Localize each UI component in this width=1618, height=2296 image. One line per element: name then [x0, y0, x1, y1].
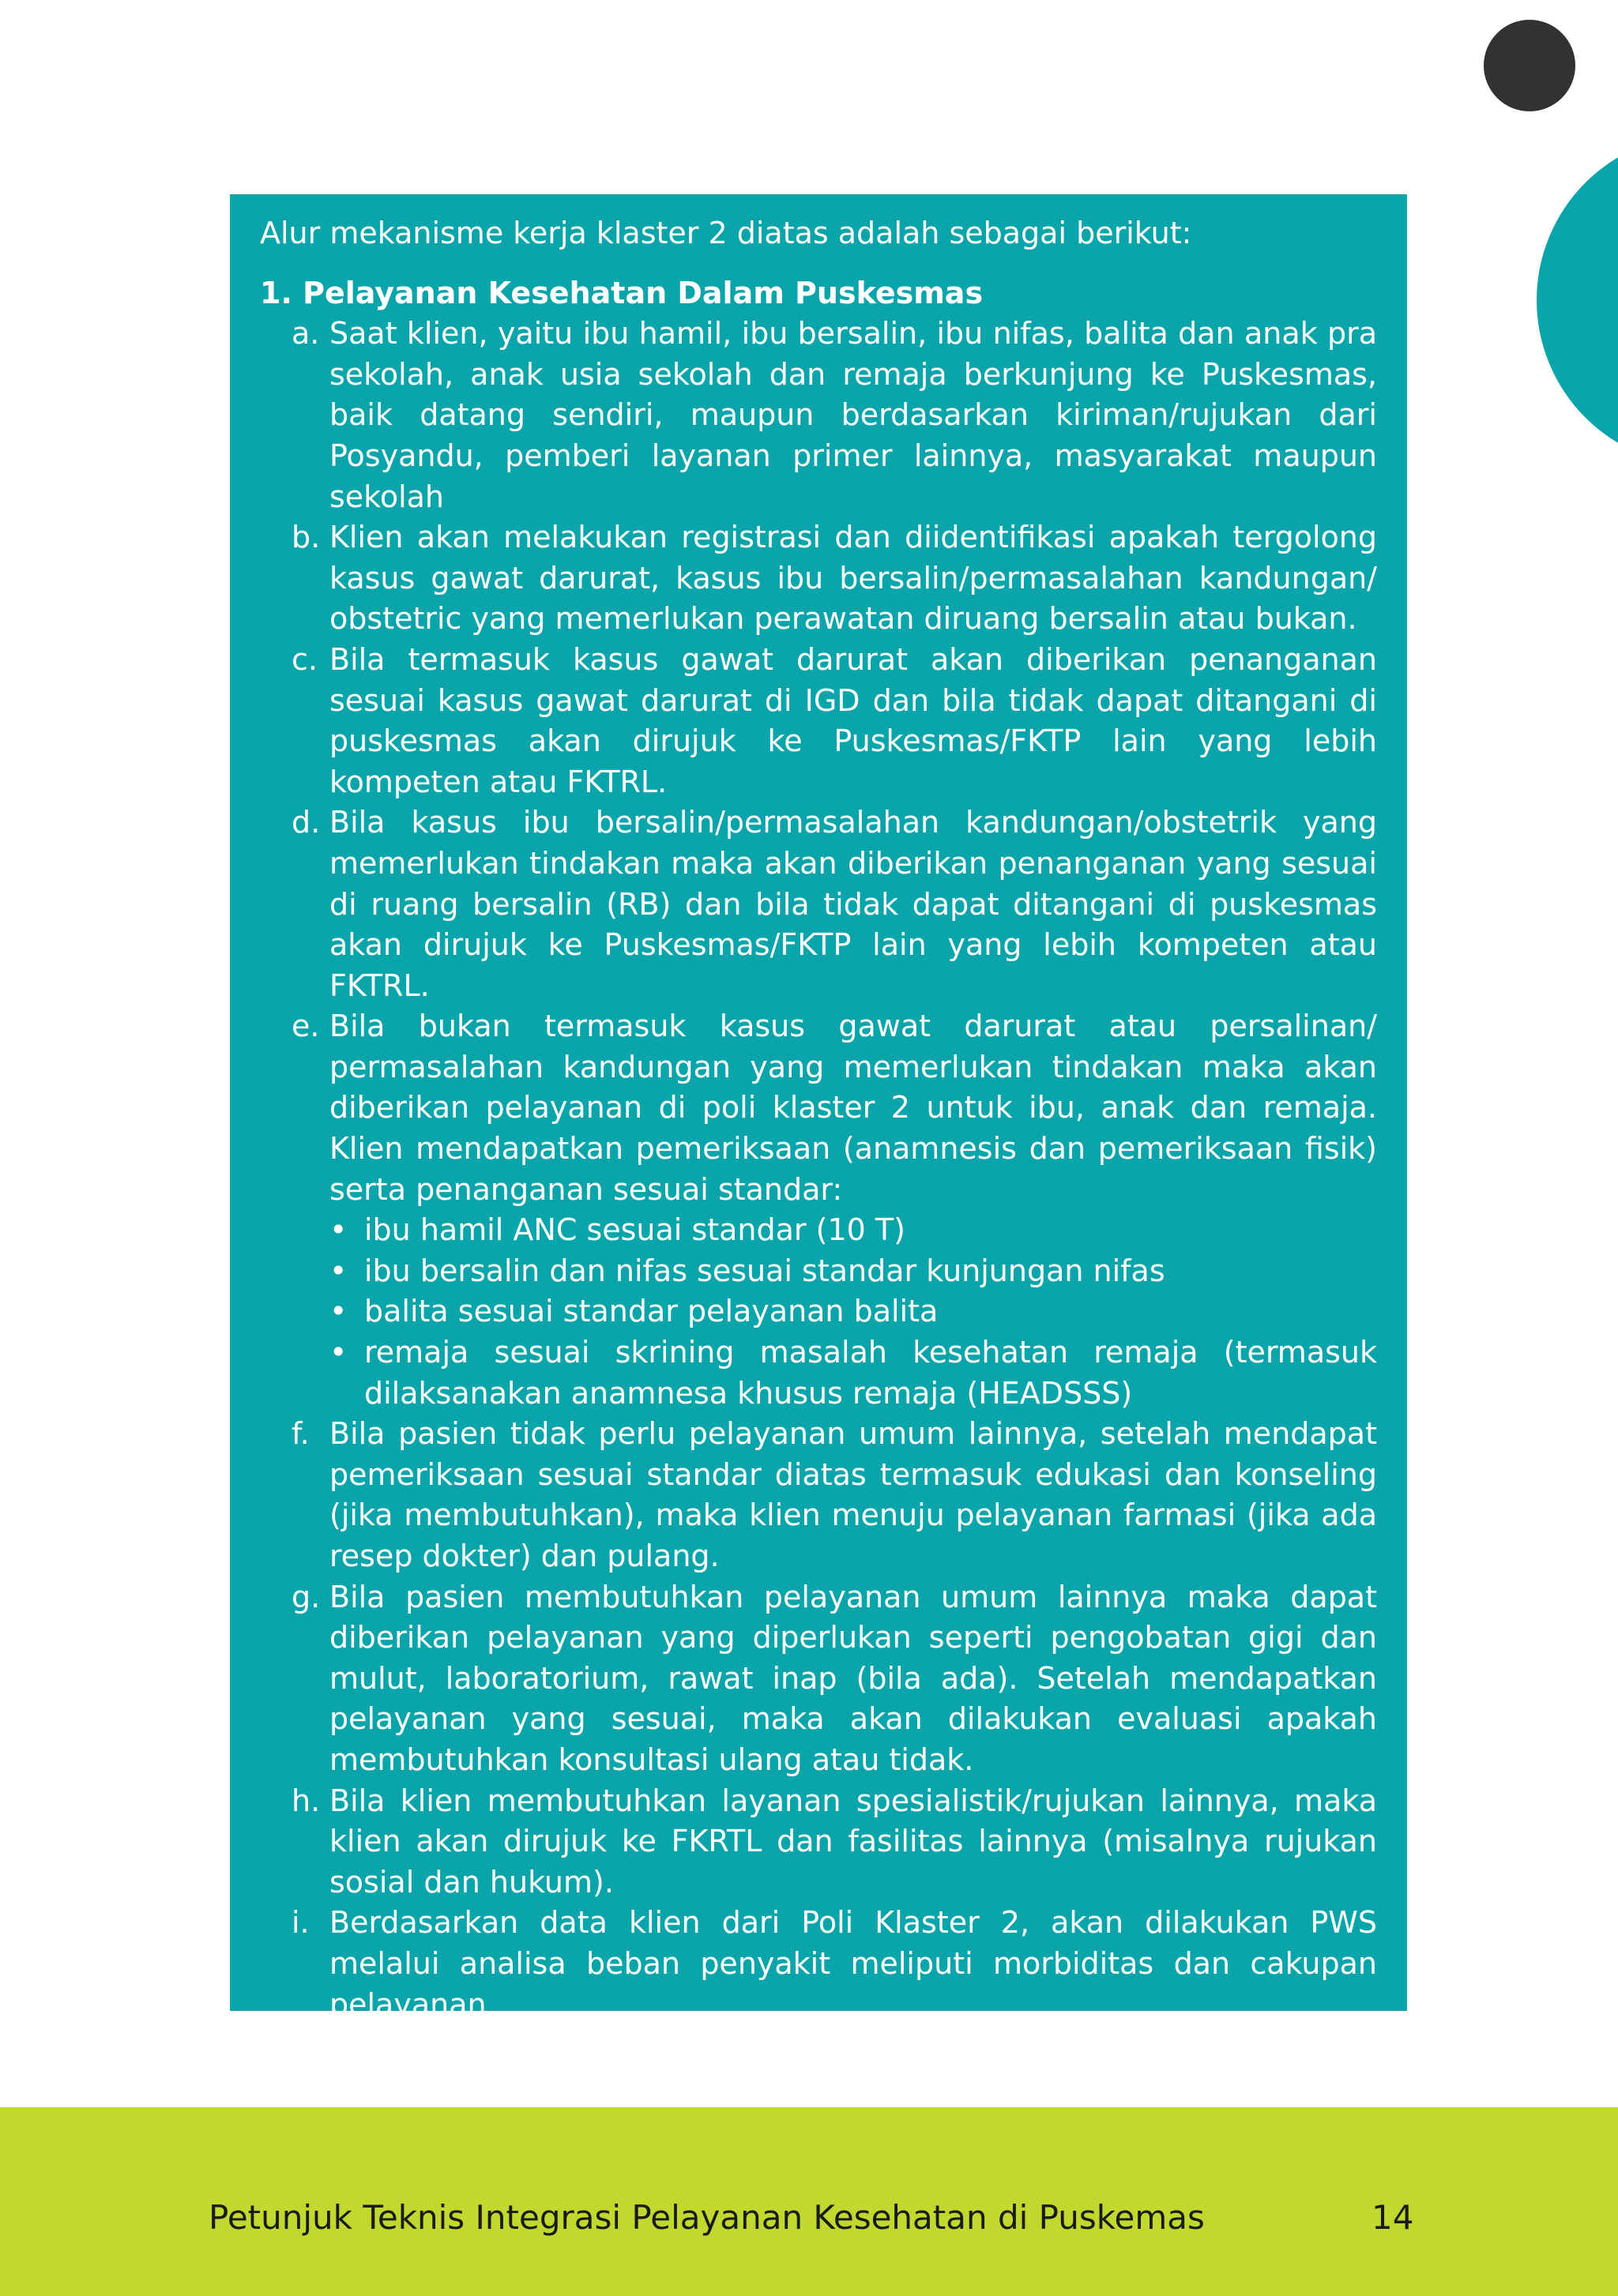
page-number: 14 — [1372, 2198, 1414, 2237]
list-marker: g. — [292, 1579, 321, 1614]
bullet-item — [329, 1291, 1377, 1332]
list-item-text: Bila pasien tidak perlu pelayanan umum lainnya, setelah mendapat pemeriksaan sesuai standar diatas termasuk edukasi dan konseling (jika membutuhkan), maka klien menuju pelayanan farmasi (jika ada resep dokter) dan pulang. — [329, 1416, 1377, 1573]
bullet-text: ibu hamil ANC sesuai standar (10 T) — [364, 1212, 905, 1248]
section-heading — [260, 273, 1377, 314]
list-item-text: Bila kasus ibu bersalin/permasalahan kandungan/obstetrik yang memerlukan tindakan maka akan diberikan penanganan yang sesuai di ruang bersalin (RB) dan bila tidak dapat ditangani di puskesmas akan dirujuk ke Puskesmas/FKTP lain yang lebih kompeten atau FKTRL. — [329, 805, 1377, 1003]
list-item-e — [260, 1006, 1377, 1414]
list-item-f — [260, 1414, 1377, 1576]
bullet-icon: • — [329, 1335, 348, 1370]
bullet-icon: • — [329, 1294, 348, 1329]
bullet-text: ibu bersalin dan nifas sesuai standar kunjungan nifas — [364, 1253, 1165, 1288]
list-item-text: Bila termasuk kasus gawat darurat akan diberikan penanganan sesuai kasus gawat darurat di IGD dan bila tidak dapat ditangani di puskesmas akan dirujuk ke Puskesmas/FKTP lain yang lebih kompeten atau FKTRL. — [329, 641, 1377, 799]
list-item-text: Bila bukan termasuk kasus gawat darurat atau persalinan/ permasalahan kandungan yang memerlukan tindakan maka akan diberikan pelayanan di poli klaster 2 untuk ibu, anak dan remaja. Klien mendapatkan pemeriksaan (anamnesis dan pemeriksaan fisik) serta penanganan sesuai standar: — [329, 1009, 1377, 1207]
list-marker: f. — [292, 1416, 310, 1452]
list-marker: b. — [292, 520, 321, 555]
list-item-text: Berdasarkan data klien dari Poli Klaster 2, akan dilakukan PWS melalui analisa beban penyakit meliputi morbiditas dan cakupan pelayanan. — [329, 1905, 1377, 2022]
bullet-text: remaja sesuai skrining masalah kesehatan remaja (termasuk dilaksanakan anamnesa khusus remaja (HEADSSS) — [364, 1335, 1377, 1411]
decorative-half-circle — [1537, 134, 1618, 466]
list-item-g — [260, 1577, 1377, 1781]
list-marker: a. — [292, 316, 320, 351]
footer-title: Petunjuk Teknis Integrasi Pelayanan Kesehatan di Puskemas — [209, 2198, 1205, 2237]
list-item-h — [260, 1781, 1377, 1903]
list-marker: e. — [292, 1009, 320, 1044]
section-title: Pelayanan Kesehatan Dalam Puskesmas — [303, 275, 984, 310]
content-panel — [230, 194, 1407, 2022]
list-item-i — [260, 1903, 1377, 2025]
list-item-a — [260, 314, 1377, 517]
list-item-text: Bila pasien membutuhkan pelayanan umum lainnya maka dapat diberikan pelayanan yang diperlukan seperti pengobatan gigi dan mulut, laboratorium, rawat inap (bila ada). Setelah mendapatkan pelayanan yang sesuai, maka akan dilakukan evaluasi apakah membutuhkan konsultasi ulang atau tidak. — [329, 1579, 1377, 1777]
list-marker: h. — [292, 1783, 321, 1818]
list-item-c — [260, 640, 1377, 802]
sub-item-list — [260, 314, 1377, 2025]
list-marker: i. — [292, 1905, 310, 1941]
bullet-text: balita sesuai standar pelayanan balita — [364, 1294, 939, 1329]
list-marker: d. — [292, 805, 321, 840]
bullet-item — [329, 1332, 1377, 1414]
list-item-text: Bila klien membutuhkan layanan spesialistik/rujukan lainnya, maka klien akan dirujuk ke FKRTL dan fasilitas lainnya (misalnya rujukan sosial dan hukum). — [329, 1783, 1377, 1900]
bullet-icon: • — [329, 1212, 348, 1248]
standard-bullet-list — [329, 1210, 1377, 1414]
bullet-icon: • — [329, 1253, 348, 1288]
list-item-d — [260, 802, 1377, 1006]
list-item-b — [260, 517, 1377, 640]
list-item-text: Saat klien, yaitu ibu hamil, ibu bersalin, ibu nifas, balita dan anak pra sekolah, anak usia sekolah dan remaja berkunjung ke Puskesmas, baik datang sendiri, maupun berdasarkan kiriman/rujukan dari Posyandu, pemberi layanan primer lainnya, masyarakat maupun sekolah — [329, 316, 1377, 514]
bullet-item — [329, 1251, 1377, 1292]
list-item-text: Klien akan melakukan registrasi dan diidentifikasi apakah tergolong kasus gawat darurat, kasus ibu bersalin/permasalahan kandungan/ obstetric yang memerlukan perawatan diruang bersalin atau bukan. — [329, 520, 1377, 637]
intro-text: Alur mekanisme kerja klaster 2 diatas adalah sebagai berikut: — [260, 216, 1192, 250]
decorative-dot — [1484, 20, 1575, 111]
bullet-item — [329, 1210, 1377, 1251]
list-marker: c. — [292, 641, 318, 677]
section-number: 1. — [260, 275, 292, 310]
